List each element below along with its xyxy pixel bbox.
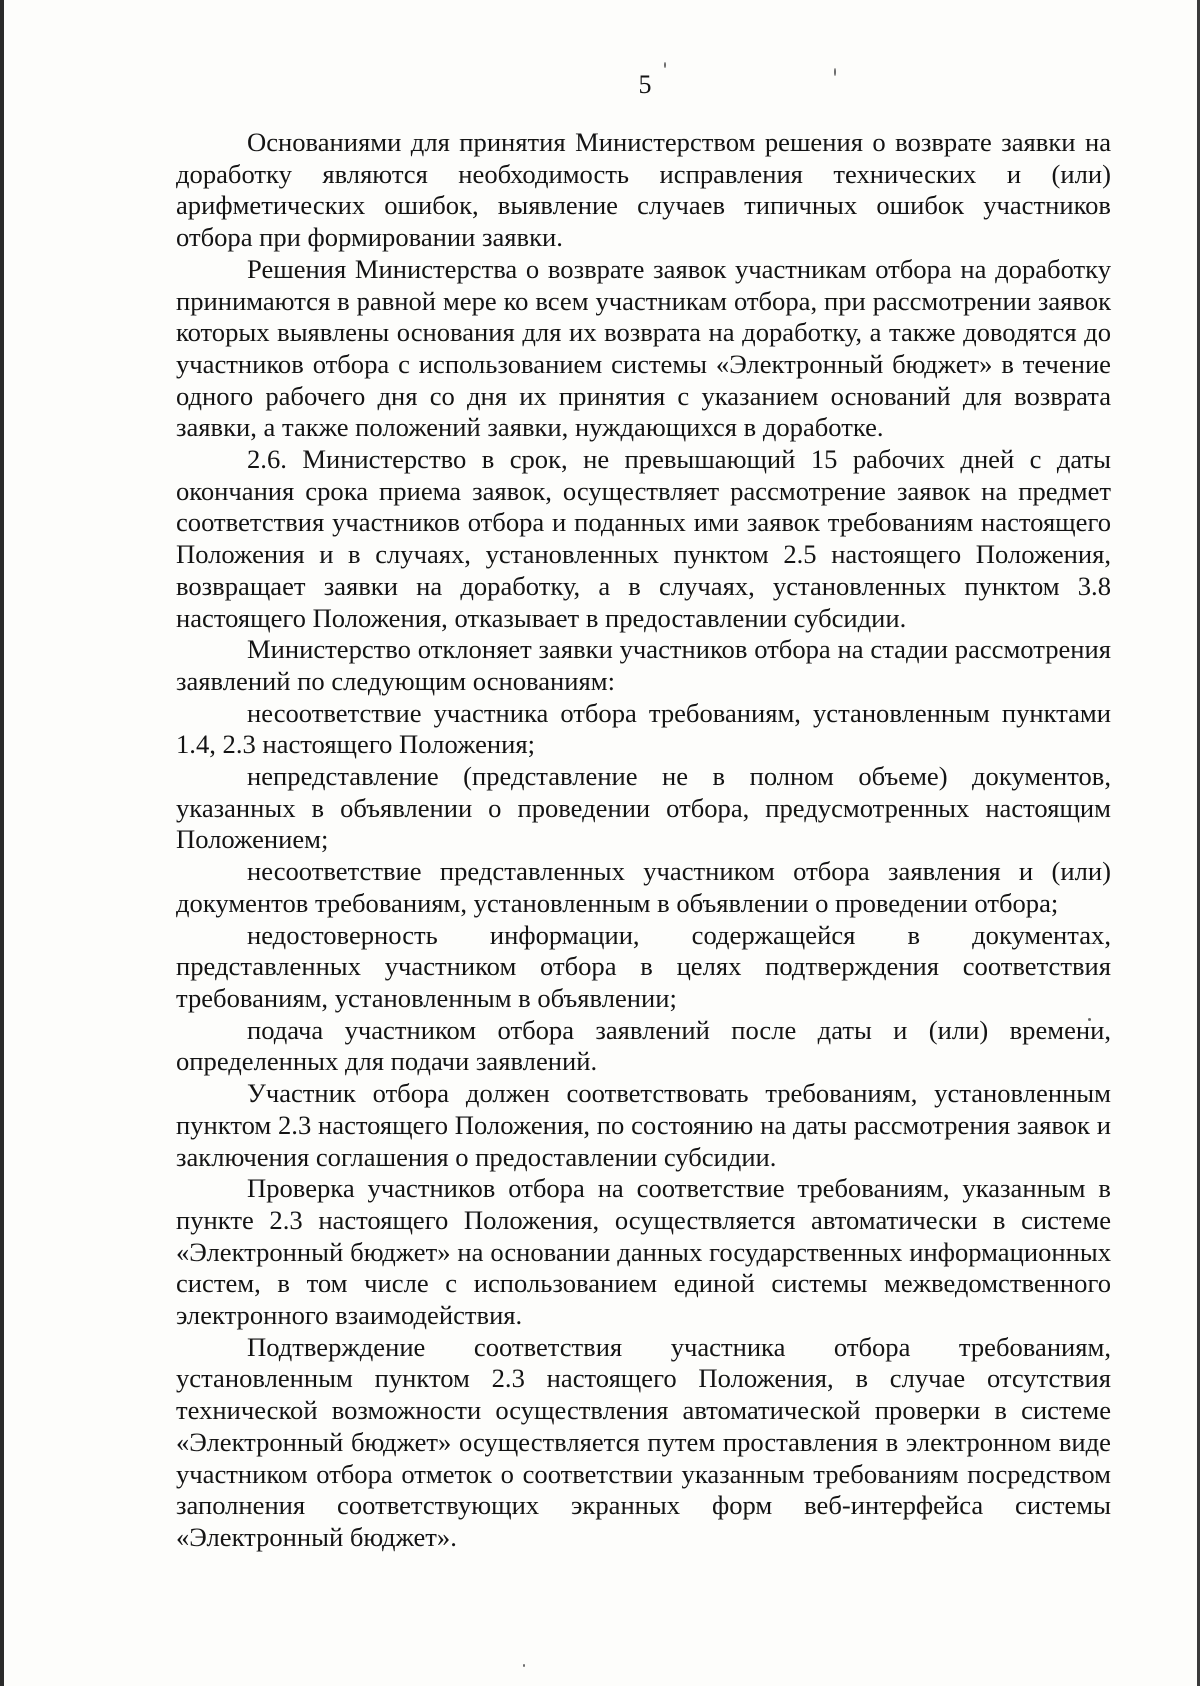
paragraph: 2.6. Министерство в срок, не превышающий 15 рабочих дней с даты окончания срока приема заявок, осуществляет рассмотрение заявок на предмет соответствия участников отбора и поданных ими заявок требованиям настоящего Положения и в случаях, установленных пунктом 2.5 настоящего Положения, возвращает заявки на доработку, а в случаях, установленных пунктом 3.8 настоящего Положения, отказывает в предоставлении субсидии. [176,444,1111,633]
paragraph: Решения Министерства о возврате заявок участникам отбора на доработку принимаются в равной мере ко всем участникам отбора, при рассмотрении заявок которых выявлены основания для их возврата на доработку, а также доводятся до участников отбора с использованием системы «Электронный бюджет» в течение одного рабочего дня со дня их принятия с указанием оснований для возврата заявки, а также положений заявки, нуждающихся в доработке. [176,253,1111,443]
list-item: недостоверность информации, содержащейся в документах, представленных участником отбора в целях подтверждения соответствия требованиям, установленным в объявлении; [176,919,1111,1013]
scan-speck [523,1664,525,1667]
list-item: несоответствие участника отбора требованиям, установленным пунктами 1.4, 2.3 настоящего Положения; [176,697,1111,760]
paragraph: Подтверждение соответствия участника отбора требованиям, установленным пунктом 2.3 настоящего Положения, в случае отсутствия технической возможности осуществления автоматической проверки в системе «Электронный бюджет» осуществляется путем проставления в электронном виде участником отбора отметок о соответствии указанным требованиям посредством заполнения соответствующих экранных форм веб-интерфейса системы «Электронный бюджет». [176,1331,1111,1552]
list-item: непредставление (представление не в полном объеме) документов, указанных в объявлении о проведении отбора, предусмотренных настоящим Положением; [176,761,1111,855]
list-item: несоответствие представленных участником отбора заявления и (или) документов требованиям, установленным в объявлении о проведении отбора; [176,856,1111,918]
paragraph: Министерство отклоняет заявки участников отбора на стадии рассмотрения заявлений по следующим основаниям: [176,634,1111,696]
document-body [176,127,1111,1554]
page-number: 5 [638,70,652,99]
paragraph: Проверка участников отбора на соответствие требованиям, указанным в пункте 2.3 настоящего Положения, осуществляется автоматически в системе «Электронный бюджет» на основании данных государственных информационных систем, в том числе с использованием единой системы межведомственного электронного взаимодействия. [176,1173,1111,1331]
list-item: подача участником отбора заявлений после даты и (или) времени, определенных для подачи заявлений. [176,1014,1111,1077]
scan-speck [664,62,666,68]
paragraph: Основаниями для принятия Министерством решения о возврате заявки на доработку являются необходимость исправления технических и (или) арифметических ошибок, выявление случаев типичных ошибок участников отбора при формировании заявки. [176,127,1111,253]
paragraph: Участник отбора должен соответствовать требованиям, установленным пунктом 2.3 настоящего Положения, по состоянию на даты рассмотрения заявок и заключения соглашения о предоставлении субсидии. [176,1078,1111,1172]
scan-edge-left [0,0,4,1686]
